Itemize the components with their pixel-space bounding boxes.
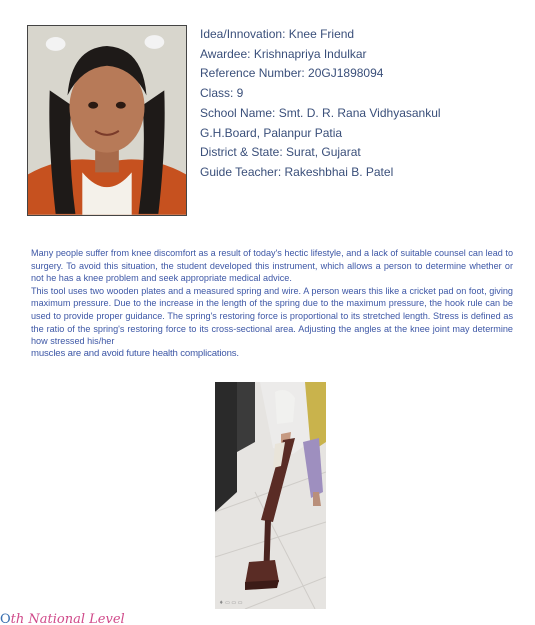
- innovation-description: [31, 247, 513, 360]
- logo-mark: O: [0, 612, 11, 625]
- footer-logo: [0, 612, 125, 625]
- reference-number: Reference Number: 20GJ1898094: [200, 66, 384, 81]
- knee-device-image: [215, 382, 326, 609]
- school-board: G.H.Board, Palanpur Patia: [200, 125, 343, 140]
- awardee-name: Awardee: Krishnapriya Indulkar: [200, 46, 367, 61]
- description-paragraph: muscles are and avoid future health complications.: [31, 347, 239, 359]
- innovation-title: Idea/Innovation: Knee Friend: [200, 27, 355, 41]
- district-state: District & State: Surat, Gujarat: [200, 145, 361, 160]
- class-level: Class: 9: [200, 86, 244, 101]
- svg-text:♦ ▭ ▭ ▭: ♦ ▭ ▭ ▭: [219, 600, 243, 606]
- student-portrait-image: [28, 26, 186, 215]
- description-paragraph: Many people suffer from knee discomfort as a result of today's hectic lifestyle, and a lack of suitable counsel can lead to surgery. To avoid this situation, the student developed this instrument, which allows a person to determine whether or not he has a knee problem and seek appropriate medical advice.: [31, 248, 513, 284]
- student-photo: [27, 25, 187, 216]
- guide-teacher: Guide Teacher: Rakeshbhai B. Patel: [200, 164, 394, 179]
- school-name: School Name: Smt. D. R. Rana Vidhyasankul: [200, 105, 441, 120]
- awardee-info: [200, 25, 520, 183]
- logo-text: th National Level: [10, 612, 125, 625]
- device-photo: [215, 382, 326, 609]
- description-paragraph: This tool uses two wooden plates and a measured spring and wire. A person wears this like a cricket pad on foot, giving maximum pressure. Due to the increase in the length of the spring due to the maximum pressure, the hook rule can be used to provide proper guidance. The spring's restoring force is proportional to its stretched length. Stress is defined as the ratio of the spring's restoring force to its cross-sectional area. Adjusting the angles at the knee joint may determine how stressed his/her: [31, 285, 513, 347]
